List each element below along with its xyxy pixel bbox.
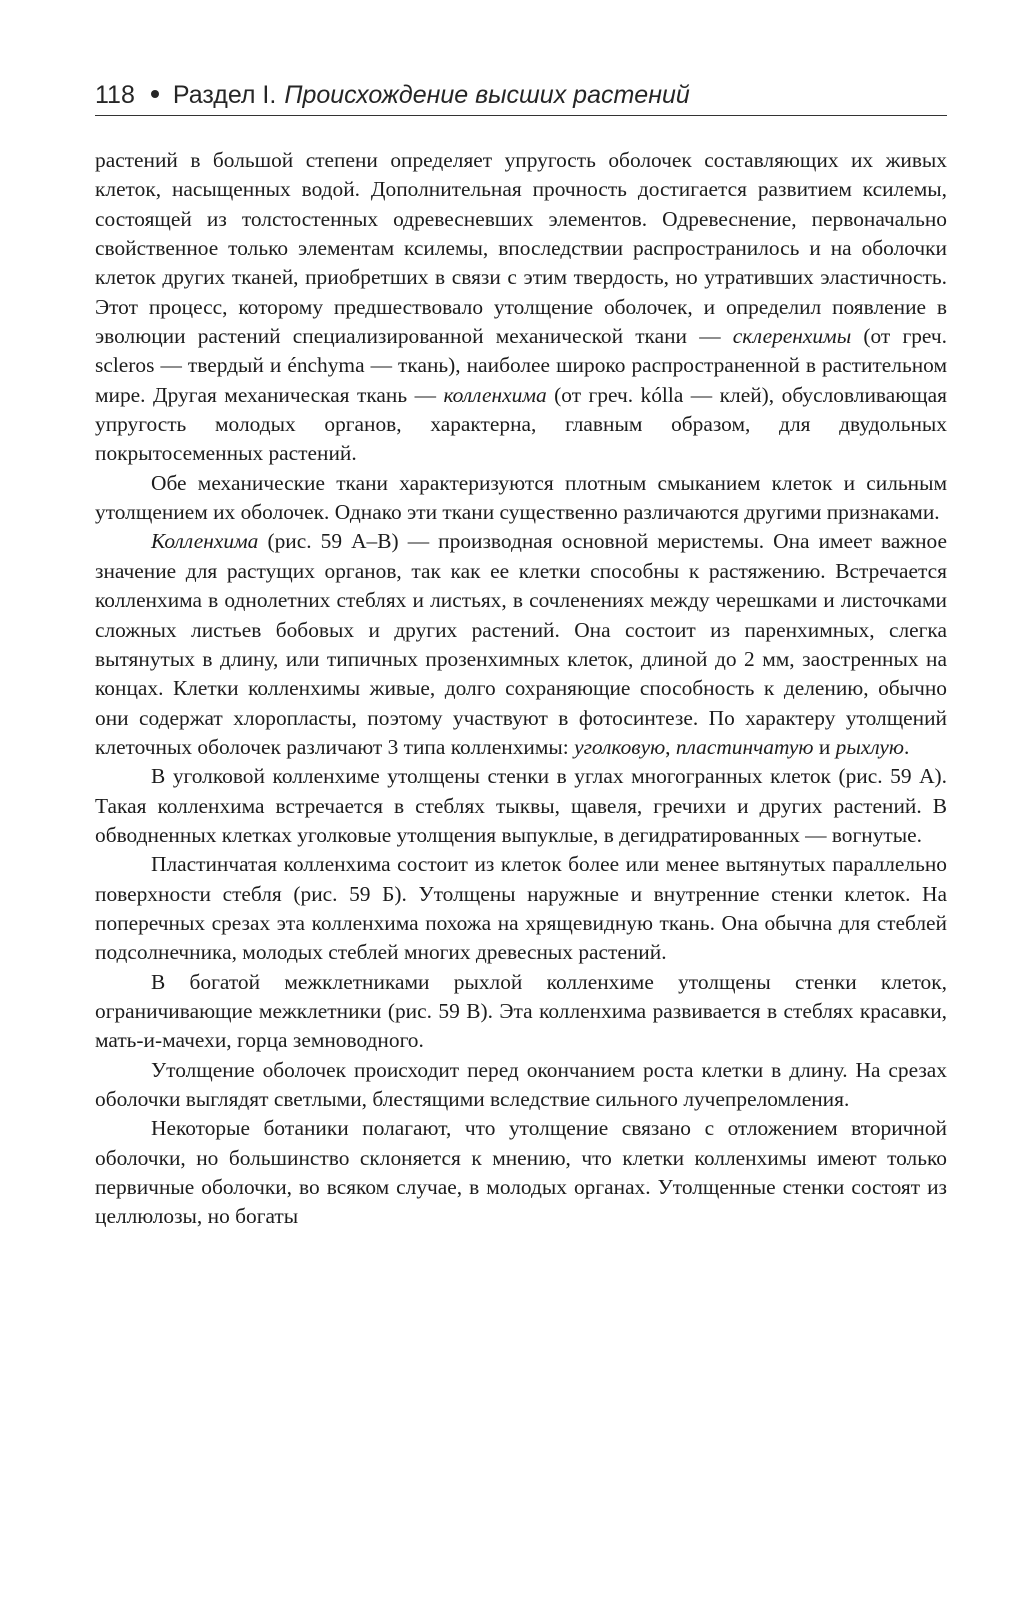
paragraph — [95, 1056, 947, 1115]
italic-term: рыхлую — [835, 734, 904, 759]
italic-term: колленхима — [443, 382, 547, 407]
text-run: (от греч. scleros — твердый и énchyma — ткань), наиболее широко распространенной в растительном мире. Другая механическая ткань — — [95, 324, 947, 407]
running-head — [95, 78, 947, 112]
paragraph — [95, 469, 947, 528]
header-rule — [95, 115, 947, 116]
page-number: 118 — [95, 81, 135, 109]
bullet-icon — [151, 90, 159, 98]
paragraph — [95, 527, 947, 762]
text-run: В уголковой колленхиме утолщены стенки в углах многогранных клеток (рис. 59 А). Такая колленхима встречается в стеблях тыквы, щавеля, гречихи и других растений. В обводненных клетках уголковые утолщения выпуклые, в дегидратированных — вогнутые. — [95, 764, 947, 847]
paragraph — [95, 1114, 947, 1231]
text-run: , — [665, 734, 676, 759]
text-run: В богатой межклетниками рыхлой колленхиме утолщены стенки клеток, ограничивающие межклетники (рис. 59 В). Эта колленхима развивается в стеблях красавки, мать-и-мачехи, горца земноводного. — [95, 969, 947, 1053]
text-run: Некоторые ботаники полагают, что утолщение связано с отложением вторичной оболочки, но большинство склоняется к мнению, что клетки колленхимы имеют только первичные оболочки, во всяком случае, в молодых органах. Утолщенные стенки состоят из целлюлозы, но богаты — [95, 1116, 947, 1229]
paragraph — [95, 968, 947, 1056]
text-run: . — [903, 734, 910, 759]
text-run: растений в большой степени определяет упругость оболочек составляющих их живых клеток, насыщенных водой. Дополнительная прочность достигается развитием ксилемы, состоящей из толстостенных одревесневших элементов. Одревеснение, первоначально свойственное только элементам ксилемы, впоследствии распространилось и на оболочки клеток других тканей, приобретших в связи с этим твердость, но утративших эластичность. Этот процесс, которому предшествовало утолщение оболочек, и определил появление в эволюции растений специализированной механической ткани — — [95, 148, 947, 349]
book-page — [95, 78, 947, 1578]
text-run: и — [813, 734, 836, 759]
italic-term: Колленхима — [151, 529, 259, 554]
italic-term: пластинчатую — [675, 734, 814, 759]
section-label: Раздел I. — [172, 81, 277, 109]
body-text — [95, 146, 947, 1232]
paragraph — [95, 146, 947, 469]
text-run: (рис. 59 А–В) — производная основной меристемы. Она имеет важное значение для растущих органов, так как ее клетки способны к растяжению. Встречается колленхима в однолетних стеблях и листьях, в сочленениях между черешками и листочками сложных листьев бобовых и других растений. Она состоит из паренхимных, слегка вытянутых в длину, или типичных прозенхимных клеток, длиной до 2 мм, заостренных на концах. Клетки колленхимы живые, долго сохраняющие способность к делению, обычно они содержат хлоропласты, поэтому участвуют в фотосинтезе. По характеру утолщений клеточных оболочек различают 3 типа колленхимы: — [95, 529, 947, 759]
text-run: Пластинчатая колленхима состоит из клеток более или менее вытянутых параллельно поверхности стебля (рис. 59 Б). Утолщены наружные и внутренние стенки клеток. На поперечных срезах эта колленхима похожа на хрящевидную ткань. Она обычна для стеблей подсолнечника, молодых стеблей многих древесных растений. — [95, 852, 947, 965]
chapter-title: Происхождение высших растений — [284, 81, 690, 109]
italic-term: уголковую — [574, 734, 666, 759]
text-run: Обе механические ткани характеризуются плотным смыканием клеток и сильным утолщением их оболочек. Однако эти ткани существенно различаются другими признаками. — [95, 470, 947, 525]
paragraph — [95, 762, 947, 850]
text-run: Утолщение оболочек происходит перед окончанием роста клетки в длину. На срезах оболочки выглядят светлыми, блестящими вследствие сильного лучепреломления. — [95, 1057, 947, 1111]
paragraph — [95, 850, 947, 967]
text-run: (от греч. kólla — клей), обусловливающая упругость молодых органов, характерна, главным образом, для двудольных покрытосеменных растений. — [95, 382, 947, 466]
italic-term: склеренхимы — [732, 324, 852, 349]
